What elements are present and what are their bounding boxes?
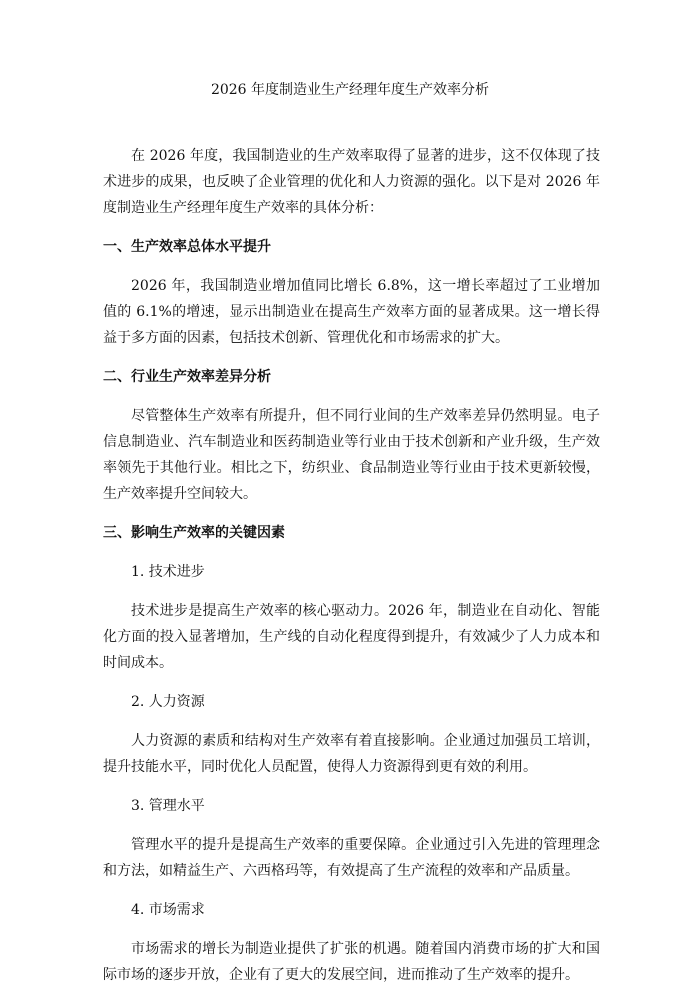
section-paragraph-industry: 尽管整体生产效率有所提升，但不同行业间的生产效率差异仍然明显。电子信息制造业、汽车制造业和医药制造业等行业由于技术创新和产业升级，生产效率领先于其他行业。相比之下，纺织业、食品制造业等行业由于技术更新较慢，生产效率提升空间较大。	[103, 408, 600, 502]
section-paragraph-overall: 2026 年，我国制造业增加值同比增长 6.8%，这一增长率超过了工业增加值的 6.1%的增速，显示出制造业在提高生产效率方面的显著成果。这一增长得益于多方面的因素，包括技术创新、管理优化和市场需求的扩大。	[103, 278, 600, 346]
factor-paragraph-market-demand: 市场需求的增长为制造业提供了扩张的机遇。随着国内消费市场的扩大和国际市场的逐步开放，企业有了更大的发展空间，进而推动了生产效率的提升。	[103, 941, 600, 983]
intro-paragraph: 在 2026 年度，我国制造业的生产效率取得了显著的进步，这不仅体现了技术进步的成果，也反映了企业管理的优化和人力资源的强化。以下是对 2026 年度制造业生产经理年度生产效率的具体分析：	[103, 148, 600, 216]
factor-heading-management: 3. 管理水平	[131, 798, 205, 814]
factor-paragraph-management: 管理水平的提升是提高生产效率的重要保障。企业通过引入先进的管理理念和方法，如精益生产、六西格玛等，有效提高了生产流程的效率和产品质量。	[103, 837, 600, 879]
factor-heading-human-resources: 2. 人力资源	[131, 694, 205, 710]
section-heading-industry: 二、行业生产效率差异分析	[103, 369, 271, 385]
section-heading-overall: 一、生产效率总体水平提升	[103, 239, 271, 255]
section-heading-factors: 三、影响生产效率的关键因素	[103, 525, 285, 541]
document-title: 2026 年度制造业生产经理年度生产效率分析	[210, 82, 490, 98]
factor-heading-technology: 1. 技术进步	[131, 564, 205, 580]
document-body	[103, 143, 600, 1001]
factor-heading-market-demand: 4. 市场需求	[131, 902, 205, 918]
factor-paragraph-human-resources: 人力资源的素质和结构对生产效率有着直接影响。企业通过加强员工培训，提升技能水平，同时优化人员配置，使得人力资源得到更有效的利用。	[103, 733, 600, 775]
factor-paragraph-technology: 技术进步是提高生产效率的核心驱动力。2026 年，制造业在自动化、智能化方面的投入显著增加，生产线的自动化程度得到提升，有效减少了人力成本和时间成本。	[103, 603, 600, 671]
